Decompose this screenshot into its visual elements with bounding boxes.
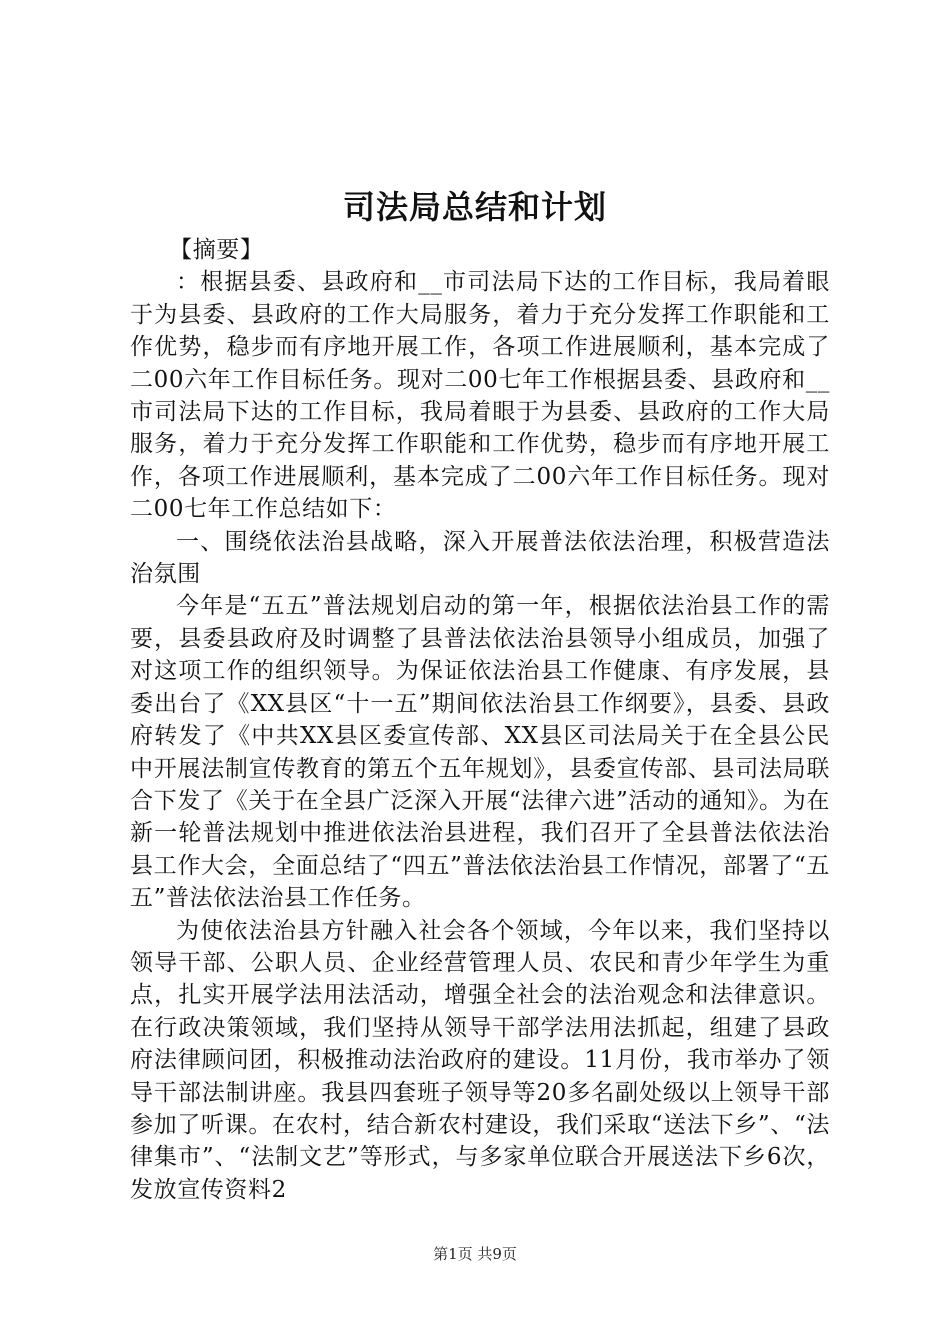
paragraph-law-education: 为使依法治县方针融入社会各个领域，今年以来，我们坚持以领导干部、公职人员、企业经营管理人员、农民和青少年学生为重点，扎实开展学法用法活动，增强全社会的法治观念和法律意识。在行政决策领域，我们坚持从领导干部学法用法抓起，组建了县政府法律顾问团，积极推动法治政府的建设。11月份，我市举办了领导干部法制讲座。我县四套班子领导等20多名副处级以上领导干部参加了听课。在农村，结合新农村建设，我们采取“送法下乡”、“法律集市”、“法制文艺”等形式，与多家单位联合开展送法下乡6次，发放宣传资料2 (130, 917, 830, 1203)
document-title: 司法局总结和计划 (342, 188, 607, 226)
paragraph-abstract: ：根据县委、县政府和__市司法局下达的工作目标，我局着眼于为县委、县政府的工作大局服务，着力于充分发挥工作职能和工作优势，稳步而有序地开展工作，各项工作进展顺利，基本完成了二00六年工作目标任务。现对二00七年工作根据县委、县政府和__市司法局下达的工作目标，我局着眼于为县委、县政府的工作大局服务，着力于充分发挥工作职能和工作优势，稳步而有序地开展工作，各项工作进展顺利，基本完成了二00六年工作目标任务。现对二00七年工作总结如下： (130, 269, 830, 523)
abstract-label: 【摘要】 (169, 237, 264, 263)
section-heading-1: 一、围绕依法治县战略，深入开展普法依法治理，积极营造法治氛围 (130, 528, 830, 588)
page-number-footer: 第1页 共9页 (433, 1245, 517, 1263)
document-body (130, 234, 830, 1206)
paragraph-plan-launch: 今年是“五五”普法规划启动的第一年，根据依法治县工作的需要，县委县政府及时调整了县普法依法治县领导小组成员，加强了对这项工作的组织领导。为保证依法治县工作健康、有序发展，县委出台了《XX县区“十一五”期间依法治县工作纲要》，县委、县政府转发了《中共XX县区委宣传部、XX县区司法局关于在全县公民中开展法制宣传教育的第五个五年规划》，县委宣传部、县司法局联合下发了《关于在全县广泛深入开展“法律六进”活动的通知》。为在新一轮普法规划中推进依法治县进程，我们召开了全县普法依法治县工作大会，全面总结了“四五”普法依法治县工作情况，部署了“五五”普法依法治县工作任务。 (130, 593, 830, 912)
